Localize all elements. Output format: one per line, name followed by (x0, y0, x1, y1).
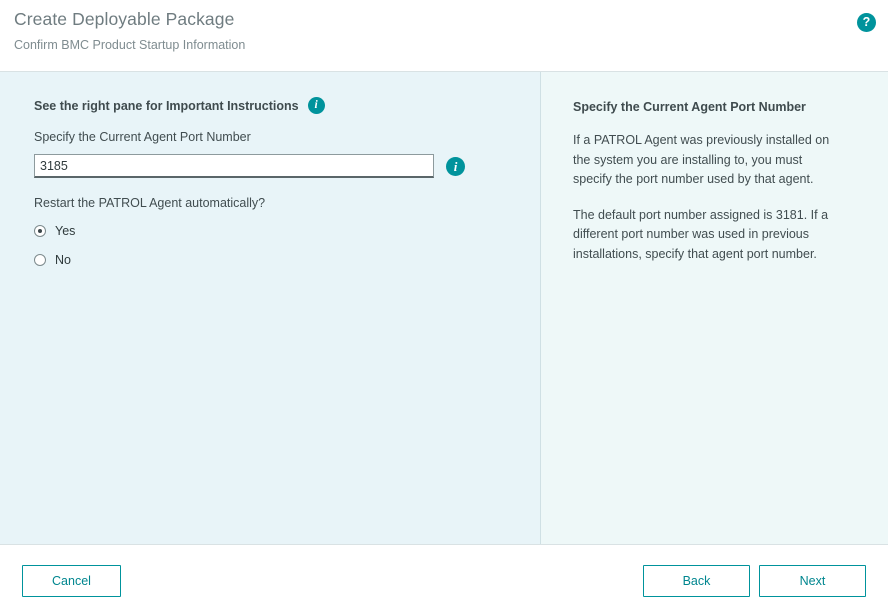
footer-nav-buttons (643, 565, 866, 597)
port-field-label: Specify the Current Agent Port Number (34, 130, 251, 144)
radio-option-no[interactable] (34, 253, 540, 267)
form-pane (0, 72, 541, 544)
page-subtitle: Confirm BMC Product Startup Information (14, 38, 246, 52)
instructions-note-row (34, 97, 540, 114)
radio-yes-indicator[interactable] (34, 225, 46, 237)
radio-option-yes[interactable] (34, 224, 540, 238)
help-pane-paragraph: If a PATROL Agent was previously installed on the system you are installing to, you must specify the port number used by that agent. (573, 133, 830, 186)
window-footer (0, 544, 888, 616)
restart-question-label: Restart the PATROL Agent automatically? (34, 196, 266, 210)
port-info-icon[interactable]: i (446, 157, 465, 176)
radio-no-indicator[interactable] (34, 254, 46, 266)
window-body (0, 72, 888, 544)
help-pane (541, 72, 888, 544)
port-input-row (34, 154, 540, 178)
page-title: Create Deployable Package (14, 9, 235, 29)
window-header (0, 0, 888, 72)
radio-yes-label: Yes (55, 224, 76, 238)
radio-no-label: No (55, 253, 71, 267)
cancel-button[interactable]: Cancel (22, 565, 121, 597)
agent-port-input[interactable] (34, 154, 434, 178)
info-icon[interactable]: i (308, 97, 325, 114)
help-pane-title: Specify the Current Agent Port Number (573, 100, 806, 114)
help-icon[interactable]: ? (857, 13, 876, 32)
help-pane-paragraph: The default port number assigned is 3181. If a different port number was used in previous installations, specify that agent port number. (573, 207, 829, 261)
next-button[interactable]: Next (759, 565, 866, 597)
back-button[interactable]: Back (643, 565, 750, 597)
instructions-note-label: See the right pane for Important Instructions (34, 98, 299, 113)
